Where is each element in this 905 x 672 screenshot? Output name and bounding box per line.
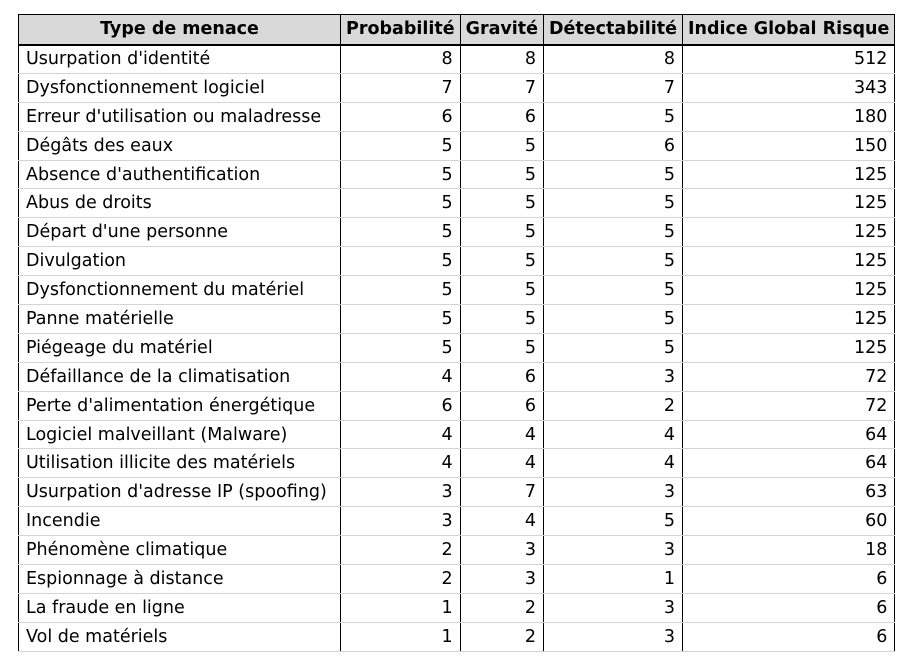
probabilite-cell: 3 (341, 507, 461, 536)
gravite-cell: 7 (460, 478, 543, 507)
gravite-cell: 7 (460, 73, 543, 102)
menace-cell: Divulgation (19, 247, 341, 276)
menace-cell: Perte d'alimentation énergétique (19, 391, 341, 420)
indice-cell: 63 (682, 478, 894, 507)
detectabilite-cell: 3 (544, 362, 683, 391)
table-row (19, 45, 895, 74)
table-row (19, 565, 895, 594)
menace-cell: Incendie (19, 507, 341, 536)
header-probabilite: Probabilité (341, 15, 461, 45)
detectabilite-cell: 8 (544, 45, 683, 74)
table-row (19, 593, 895, 622)
indice-cell: 125 (682, 333, 894, 362)
gravite-cell: 6 (460, 362, 543, 391)
detectabilite-cell: 5 (544, 189, 683, 218)
gravite-cell: 2 (460, 593, 543, 622)
table-row (19, 333, 895, 362)
probabilite-cell: 1 (341, 593, 461, 622)
gravite-cell: 5 (460, 305, 543, 334)
menace-cell: Vol de matériels (19, 622, 341, 651)
header-detectabilite: Détectabilité (544, 15, 683, 45)
indice-cell: 125 (682, 276, 894, 305)
probabilite-cell: 3 (341, 478, 461, 507)
detectabilite-cell: 5 (544, 102, 683, 131)
detectabilite-cell: 4 (544, 420, 683, 449)
table-row (19, 276, 895, 305)
detectabilite-cell: 3 (544, 478, 683, 507)
detectabilite-cell: 5 (544, 218, 683, 247)
gravite-cell: 3 (460, 565, 543, 594)
probabilite-cell: 5 (341, 276, 461, 305)
table-row (19, 420, 895, 449)
detectabilite-cell: 5 (544, 333, 683, 362)
probabilite-cell: 4 (341, 420, 461, 449)
probabilite-cell: 5 (341, 189, 461, 218)
detectabilite-cell: 5 (544, 276, 683, 305)
detectabilite-cell: 3 (544, 622, 683, 651)
indice-cell: 18 (682, 536, 894, 565)
menace-cell: Logiciel malveillant (Malware) (19, 420, 341, 449)
menace-cell: Dysfonctionnement logiciel (19, 73, 341, 102)
menace-cell: Utilisation illicite des matériels (19, 449, 341, 478)
indice-cell: 125 (682, 247, 894, 276)
detectabilite-cell: 3 (544, 593, 683, 622)
detectabilite-cell: 1 (544, 565, 683, 594)
header-indice-global-risque: Indice Global Risque (682, 15, 894, 45)
detectabilite-cell: 3 (544, 536, 683, 565)
probabilite-cell: 5 (341, 305, 461, 334)
gravite-cell: 6 (460, 102, 543, 131)
probabilite-cell: 2 (341, 565, 461, 594)
menace-cell: Dégâts des eaux (19, 131, 341, 160)
menace-cell: Espionnage à distance (19, 565, 341, 594)
probabilite-cell: 4 (341, 449, 461, 478)
gravite-cell: 4 (460, 449, 543, 478)
probabilite-cell: 4 (341, 362, 461, 391)
indice-cell: 125 (682, 189, 894, 218)
table-row (19, 449, 895, 478)
detectabilite-cell: 5 (544, 247, 683, 276)
indice-cell: 512 (682, 45, 894, 74)
indice-cell: 125 (682, 160, 894, 189)
table-row (19, 536, 895, 565)
indice-cell: 125 (682, 305, 894, 334)
indice-cell: 180 (682, 102, 894, 131)
menace-cell: Erreur d'utilisation ou maladresse (19, 102, 341, 131)
probabilite-cell: 5 (341, 160, 461, 189)
menace-cell: Dysfonctionnement du matériel (19, 276, 341, 305)
table-row (19, 247, 895, 276)
probabilite-cell: 6 (341, 102, 461, 131)
table-row (19, 73, 895, 102)
table-row (19, 160, 895, 189)
indice-cell: 60 (682, 507, 894, 536)
table-row (19, 478, 895, 507)
detectabilite-cell: 4 (544, 449, 683, 478)
gravite-cell: 6 (460, 391, 543, 420)
gravite-cell: 5 (460, 276, 543, 305)
table-row (19, 305, 895, 334)
indice-cell: 64 (682, 449, 894, 478)
table-row (19, 507, 895, 536)
header-row (19, 15, 895, 45)
gravite-cell: 4 (460, 420, 543, 449)
gravite-cell: 5 (460, 131, 543, 160)
gravite-cell: 3 (460, 536, 543, 565)
detectabilite-cell: 2 (544, 391, 683, 420)
gravite-cell: 5 (460, 189, 543, 218)
probabilite-cell: 5 (341, 131, 461, 160)
probabilite-cell: 7 (341, 73, 461, 102)
indice-cell: 72 (682, 391, 894, 420)
probabilite-cell: 6 (341, 391, 461, 420)
table-row (19, 391, 895, 420)
detectabilite-cell: 7 (544, 73, 683, 102)
indice-cell: 6 (682, 565, 894, 594)
indice-cell: 6 (682, 622, 894, 651)
detectabilite-cell: 5 (544, 305, 683, 334)
table-row (19, 218, 895, 247)
menace-cell: Défaillance de la climatisation (19, 362, 341, 391)
detectabilite-cell: 5 (544, 160, 683, 189)
probabilite-cell: 5 (341, 247, 461, 276)
probabilite-cell: 5 (341, 333, 461, 362)
indice-cell: 64 (682, 420, 894, 449)
table-row (19, 102, 895, 131)
table-row (19, 622, 895, 651)
gravite-cell: 8 (460, 45, 543, 74)
indice-cell: 150 (682, 131, 894, 160)
table-row (19, 362, 895, 391)
detectabilite-cell: 6 (544, 131, 683, 160)
table-row (19, 131, 895, 160)
probabilite-cell: 2 (341, 536, 461, 565)
detectabilite-cell: 5 (544, 507, 683, 536)
menace-cell: Usurpation d'identité (19, 45, 341, 74)
indice-cell: 72 (682, 362, 894, 391)
header-type-de-menace: Type de menace (19, 15, 341, 45)
menace-cell: Absence d'authentification (19, 160, 341, 189)
gravite-cell: 5 (460, 218, 543, 247)
table-row (19, 189, 895, 218)
indice-cell: 125 (682, 218, 894, 247)
gravite-cell: 4 (460, 507, 543, 536)
menace-cell: Usurpation d'adresse IP (spoofing) (19, 478, 341, 507)
menace-cell: Panne matérielle (19, 305, 341, 334)
indice-cell: 343 (682, 73, 894, 102)
gravite-cell: 5 (460, 333, 543, 362)
header-gravite: Gravité (460, 15, 543, 45)
menace-cell: Abus de droits (19, 189, 341, 218)
menace-cell: La fraude en ligne (19, 593, 341, 622)
risk-table (18, 14, 895, 652)
menace-cell: Départ d'une personne (19, 218, 341, 247)
probabilite-cell: 5 (341, 218, 461, 247)
menace-cell: Phénomène climatique (19, 536, 341, 565)
probabilite-cell: 1 (341, 622, 461, 651)
probabilite-cell: 8 (341, 45, 461, 74)
gravite-cell: 2 (460, 622, 543, 651)
menace-cell: Piégeage du matériel (19, 333, 341, 362)
indice-cell: 6 (682, 593, 894, 622)
gravite-cell: 5 (460, 160, 543, 189)
gravite-cell: 5 (460, 247, 543, 276)
